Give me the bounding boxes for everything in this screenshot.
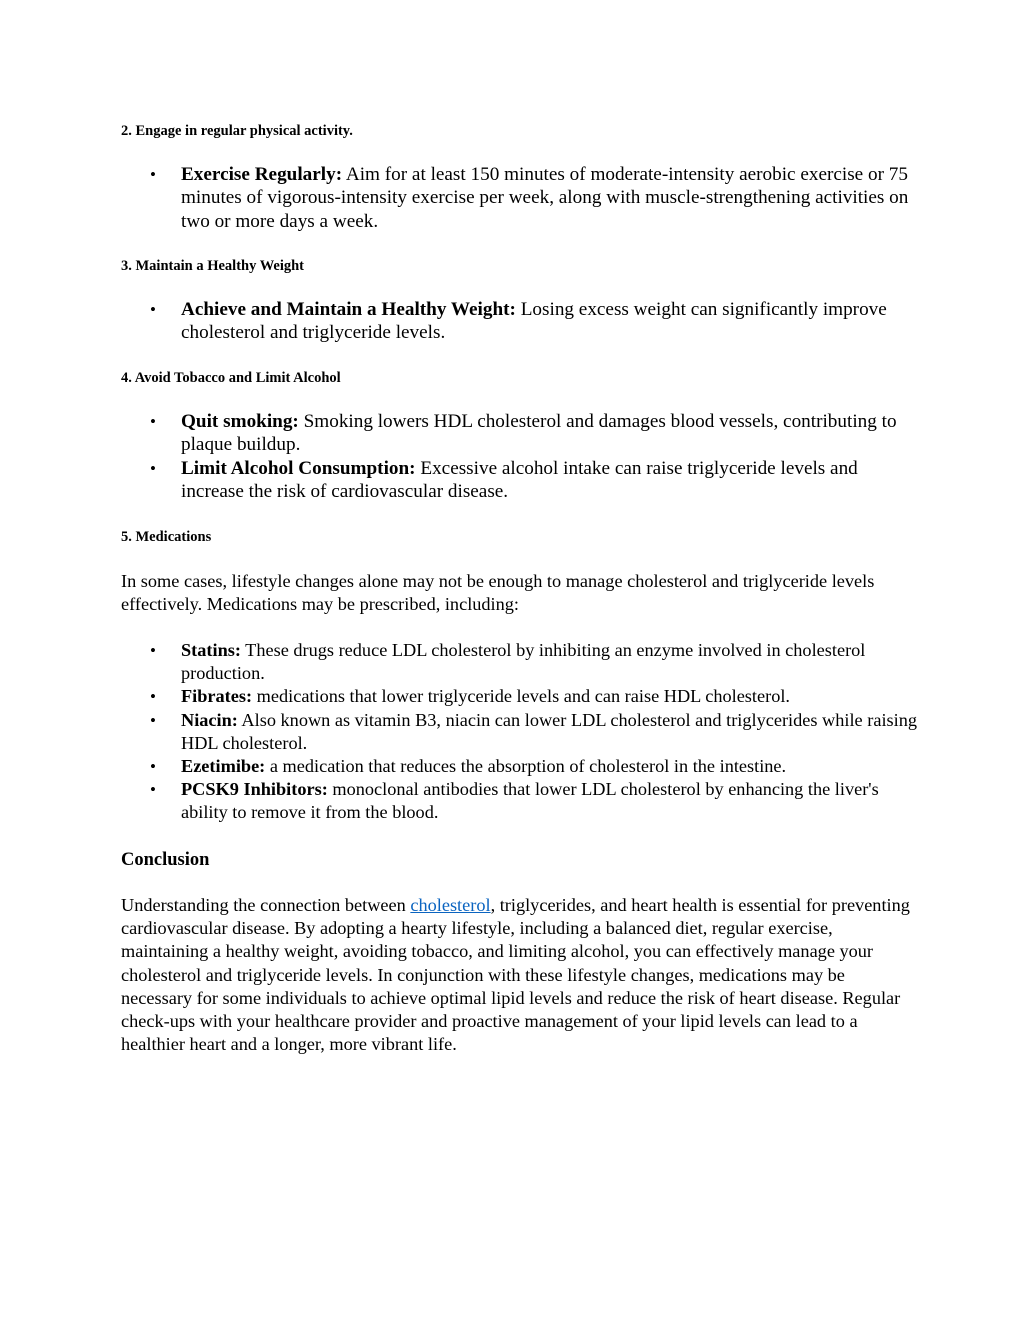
bullet-term: PCSK9 Inhibitors: — [181, 779, 328, 800]
bullet-term: Quit smoking: — [181, 411, 299, 432]
conclusion-text-rest: , triglycerides, and heart health is essential for preventing cardiovascular disease. By adopting a hearty lifestyle, including a balanced diet, regular exercise, maintaining a healthy weight, avoiding tobacco, and limiting alcohol, you can effectively manage your cholesterol and triglyceride levels. In conjunction with these lifestyle changes, medications may be necessary for some individuals to achieve optimal lipid levels and reduce the risk of heart disease. Regular check-ups with your healthcare provider and proactive management of your lipid levels can lead to a healthier heart and a longer, more vibrant life. — [121, 895, 910, 1055]
bullet-list-tobacco-alcohol — [121, 410, 921, 504]
medications-intro-paragraph: In some cases, lifestyle changes alone may not be enough to manage cholesterol and triglyceride levels effectively. Medications may be prescribed, including: — [121, 571, 875, 615]
list-item — [121, 755, 921, 778]
conclusion-heading: Conclusion — [121, 850, 210, 870]
list-item — [121, 639, 921, 685]
bullet-text: Losing excess weight can significantly improve cholesterol and triglyceride levels. — [181, 299, 887, 344]
bullet-text: Also known as vitamin B3, niacin can lower LDL cholesterol and triglycerides while raising HDL cholesterol. — [181, 709, 917, 753]
bullet-text: monoclonal antibodies that lower LDL cholesterol by enhancing the liver's ability to remove it from the blood. — [181, 779, 879, 823]
bullet-term: Statins: — [181, 640, 241, 660]
bullet-term: Achieve and Maintain a Healthy Weight: — [181, 299, 516, 320]
bullet-text: Aim for at least 150 minutes of moderate-intensity aerobic exercise or 75 minutes of vigorous-intensity exercise per week, along with muscle-strengthening activities on two or more days a week. — [181, 164, 909, 232]
bullet-term: Limit Alcohol Consumption: — [181, 457, 416, 479]
list-item — [121, 685, 921, 708]
bullet-text: Excessive alcohol intake can raise triglyceride levels and increase the risk of cardiovascular disease. — [181, 457, 858, 503]
bullet-list-physical-activity — [121, 163, 921, 233]
section-heading-tobacco-alcohol: 4. Avoid Tobacco and Limit Alcohol — [121, 370, 341, 386]
section-heading-healthy-weight: 3. Maintain a Healthy Weight — [121, 258, 305, 274]
list-item — [121, 163, 921, 233]
bullet-term: Ezetimibe: — [181, 756, 266, 777]
conclusion-text-start: Understanding the connection between — [121, 895, 411, 915]
list-item — [121, 298, 921, 345]
bullet-text: Smoking lowers HDL cholesterol and damages blood vessels, contributing to plaque buildup. — [181, 411, 897, 456]
bullet-term: Fibrates: — [181, 686, 253, 707]
section-heading-medications: 5. Medications — [121, 529, 212, 545]
cholesterol-link[interactable]: cholesterol — [410, 895, 491, 915]
bullet-list-healthy-weight — [121, 298, 921, 345]
list-item — [121, 410, 921, 457]
bullet-list-medications — [121, 639, 921, 825]
bullet-term: Niacin: — [181, 709, 238, 730]
section-heading-physical-activity: 2. Engage in regular physical activity. — [121, 123, 353, 139]
bullet-text: These drugs reduce LDL cholesterol by inhibiting an enzyme involved in cholesterol production. — [181, 640, 866, 684]
bullet-text: medications that lower triglyceride levels and can raise HDL cholesterol. — [252, 686, 790, 707]
list-item — [121, 778, 921, 824]
bullet-term: Exercise Regularly: — [181, 164, 343, 185]
bullet-text: a medication that reduces the absorption of cholesterol in the intestine. — [265, 756, 787, 777]
list-item — [121, 457, 921, 504]
list-item — [121, 709, 921, 755]
conclusion-paragraph — [121, 894, 911, 1056]
